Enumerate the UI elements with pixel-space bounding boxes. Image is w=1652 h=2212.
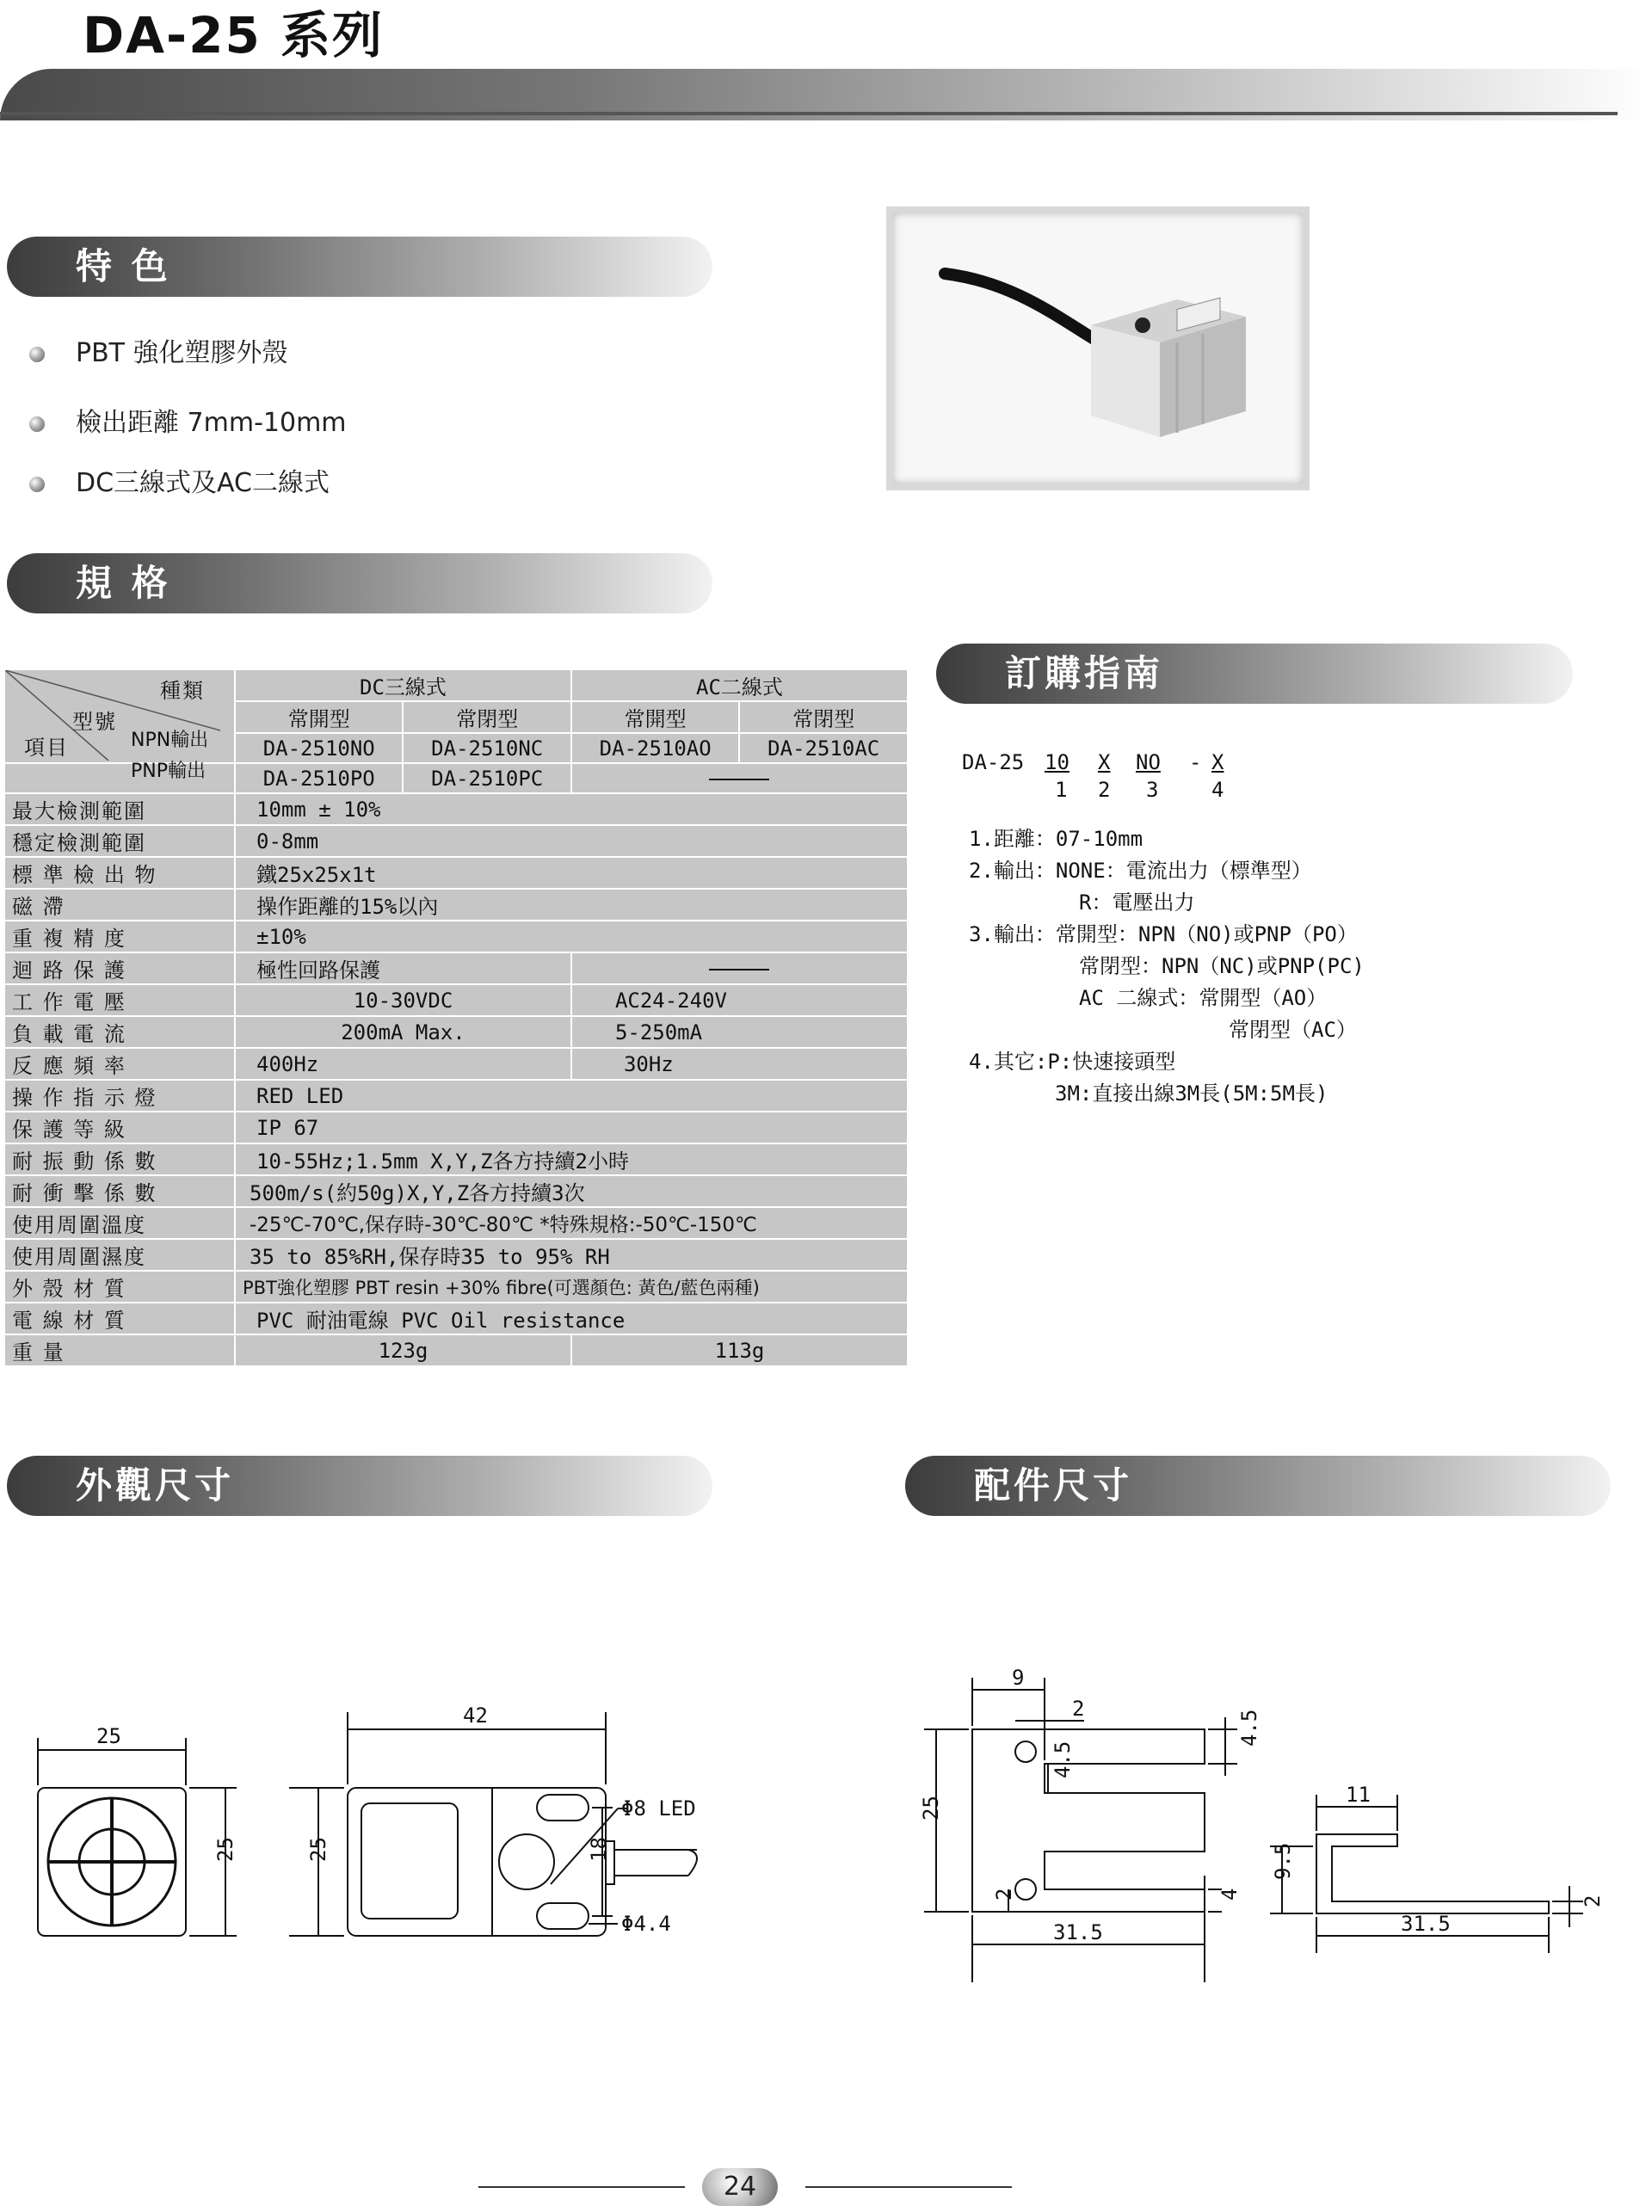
appearance-drawing — [0, 1635, 774, 1996]
row-label: 標 準 檢 出 物 — [4, 857, 235, 889]
table-corner-cell — [4, 669, 235, 782]
row-value: 500m/s(約50g)X,Y,Z各方持續3次 — [235, 1175, 908, 1207]
order-heading: 訂購指南 — [936, 644, 1573, 704]
order-line: 2.輸出：NONE：電流出力（標準型） — [969, 859, 1312, 883]
spec-table — [3, 669, 909, 1367]
row-label: 操 作 指 示 燈 — [4, 1080, 235, 1112]
npn-model: DA-2510NC — [403, 733, 570, 763]
dim-9-5: 9.5 — [1271, 1842, 1295, 1880]
row-value: 123g — [235, 1334, 571, 1366]
page-title: DA-25 系列 — [83, 6, 385, 65]
code-index: 4 — [1211, 778, 1224, 802]
code-part: NO — [1136, 750, 1161, 774]
dash-mark — [709, 969, 769, 970]
row-label: 重 量 — [4, 1334, 235, 1366]
order-line: 3M:直接出線3M長(5M:5M長) — [1055, 1081, 1328, 1106]
product-photo — [886, 206, 1310, 490]
npn-model: DA-2510NO — [235, 733, 403, 763]
corner-npn: NPN輸出 — [131, 730, 209, 751]
type-nc: 常閉型 — [403, 701, 570, 733]
row-value: 400Hz — [235, 1048, 571, 1080]
pnp-model: DA-2510PC — [403, 763, 570, 793]
type-ao: 常開型 — [571, 701, 739, 733]
row-label: 穩定檢測範圍 — [4, 825, 235, 857]
row-label: 反 應 頻 率 — [4, 1048, 235, 1080]
row-value: ±10% — [235, 921, 908, 952]
dim-31-5: 31.5 — [1401, 1912, 1451, 1936]
corner-kind: 種類 — [160, 679, 205, 703]
group-ac: AC二線式 — [571, 669, 908, 701]
code-index: 3 — [1146, 778, 1159, 802]
row-value: AC24-240V — [571, 984, 908, 1016]
row-value: RED LED — [235, 1080, 908, 1112]
code-part: 10 — [1045, 750, 1069, 774]
dim-9: 9 — [1012, 1666, 1025, 1690]
row-value: 操作距離的15%以內 — [235, 889, 908, 921]
order-code — [962, 747, 1306, 807]
row-label: 磁 滯 — [4, 889, 235, 921]
dimensions-heading: 外觀尺寸 — [7, 1456, 712, 1516]
row-value: 30Hz — [571, 1048, 908, 1080]
dash-mark — [709, 779, 769, 780]
dim-front-width: 25 — [96, 1724, 121, 1748]
row-value: PVC 耐油電線 PVC Oil resistance — [235, 1303, 908, 1334]
row-value: 0-8mm — [235, 825, 908, 857]
dim-front-height: 25 — [213, 1837, 237, 1862]
corner-pnp: PNP輸出 — [131, 761, 206, 782]
row-value: 5-250mA — [571, 1016, 908, 1048]
code-index: 2 — [1098, 778, 1111, 802]
row-value: 10mm ± 10% — [235, 793, 908, 825]
page-number: 24 — [702, 2168, 778, 2206]
row-value: 200mA Max. — [235, 1016, 571, 1048]
row-label: 重 複 精 度 — [4, 921, 235, 952]
dim-4: 4 — [1217, 1888, 1242, 1901]
row-value: 鐵25x25x1t — [235, 857, 908, 889]
dim-side-height: 25 — [306, 1837, 330, 1862]
order-line: 1.距離：07-10mm — [969, 827, 1143, 851]
bullet-icon — [29, 477, 45, 492]
code-part: X — [1211, 750, 1224, 774]
feature-item: 檢出距離 7mm-10mm — [29, 401, 347, 439]
code-dash: - — [1189, 750, 1202, 774]
dim-side-length: 42 — [463, 1704, 488, 1728]
order-line: 4.其它:P:快速接頭型 — [969, 1050, 1176, 1074]
row-label: 工 作 電 壓 — [4, 984, 235, 1016]
dim-25: 25 — [919, 1796, 943, 1821]
footer-rule-left — [478, 2186, 685, 2188]
feature-item: PBT 強化塑膠外殼 — [29, 331, 288, 369]
row-label: 最大檢測範圍 — [4, 793, 235, 825]
order-line: 3.輸出：常開型：NPN（NO)或PNP（PO） — [969, 922, 1358, 946]
spec-heading: 規 格 — [7, 553, 712, 613]
dim-2: 2 — [1072, 1697, 1085, 1721]
features-heading: 特 色 — [7, 237, 712, 297]
dim-2: 2 — [1581, 1895, 1605, 1907]
code-part: X — [1098, 750, 1111, 774]
corner-model: 型號 — [72, 710, 117, 734]
bullet-icon — [29, 347, 45, 362]
code-index: 1 — [1055, 778, 1068, 802]
accessory-drawing — [895, 1635, 1652, 1996]
npn-model: DA-2510AC — [739, 733, 908, 763]
row-value: -25℃-70℃,保存時-30℃-80℃ *特殊規格:-50℃-150℃ — [235, 1207, 908, 1239]
dim-led: Φ8 LED — [621, 1796, 696, 1821]
row-label: 外 殼 材 質 — [4, 1271, 235, 1303]
bullet-icon — [29, 416, 45, 432]
pnp-model: DA-2510PO — [235, 763, 403, 793]
row-value-none — [571, 952, 908, 984]
group-dc: DC三線式 — [235, 669, 571, 701]
row-value: IP 67 — [235, 1112, 908, 1143]
dim-11: 11 — [1346, 1783, 1371, 1807]
header-underline — [0, 112, 1618, 115]
dim-2: 2 — [992, 1888, 1016, 1901]
sensor-image — [893, 213, 1303, 484]
row-value: 113g — [571, 1334, 908, 1366]
row-label: 耐 衝 擊 係 數 — [4, 1175, 235, 1207]
row-label: 電 線 材 質 — [4, 1303, 235, 1334]
row-label: 使用周圍濕度 — [4, 1239, 235, 1271]
dim-31-5: 31.5 — [1053, 1920, 1103, 1944]
row-value: PBT強化塑膠 PBT resin +30% fibre(可選顏色: 黃色/藍色兩種) — [235, 1271, 908, 1303]
order-line: R：電壓出力 — [1079, 890, 1195, 915]
dim-4-5: 4.5 — [1051, 1741, 1075, 1778]
row-value: 10-55Hz;1.5mm X,Y,Z各方持續2小時 — [235, 1143, 908, 1175]
row-value: 10-30VDC — [235, 984, 571, 1016]
row-value: 35 to 85%RH,保存時35 to 95% RH — [235, 1239, 908, 1271]
row-value: 極性回路保護 — [235, 952, 571, 984]
order-line: 常閉型（AC） — [1229, 1018, 1357, 1042]
order-line: AC 二線式：常開型（AO） — [1079, 986, 1328, 1010]
pnp-none — [571, 763, 908, 793]
order-line: 常閉型：NPN（NC)或PNP(PC) — [1079, 954, 1365, 978]
dim-hole-pitch: 18 — [587, 1837, 611, 1862]
row-label: 保 護 等 級 — [4, 1112, 235, 1143]
row-label: 迴 路 保 護 — [4, 952, 235, 984]
feature-item: DC三線式及AC二線式 — [29, 461, 330, 499]
accessory-heading: 配件尺寸 — [905, 1456, 1611, 1516]
row-label: 耐 振 動 係 數 — [4, 1143, 235, 1175]
npn-model: DA-2510AO — [571, 733, 739, 763]
type-ac: 常閉型 — [739, 701, 908, 733]
code-prefix: DA-25 — [962, 750, 1025, 774]
row-label: 使用周圍溫度 — [4, 1207, 235, 1239]
footer-rule-right — [805, 2186, 1012, 2188]
dim-hole: Φ4.4 — [621, 1912, 671, 1936]
dim-4-5: 4.5 — [1237, 1709, 1261, 1747]
type-no: 常開型 — [235, 701, 403, 733]
row-label: 負 載 電 流 — [4, 1016, 235, 1048]
corner-item: 項目 — [24, 736, 69, 760]
